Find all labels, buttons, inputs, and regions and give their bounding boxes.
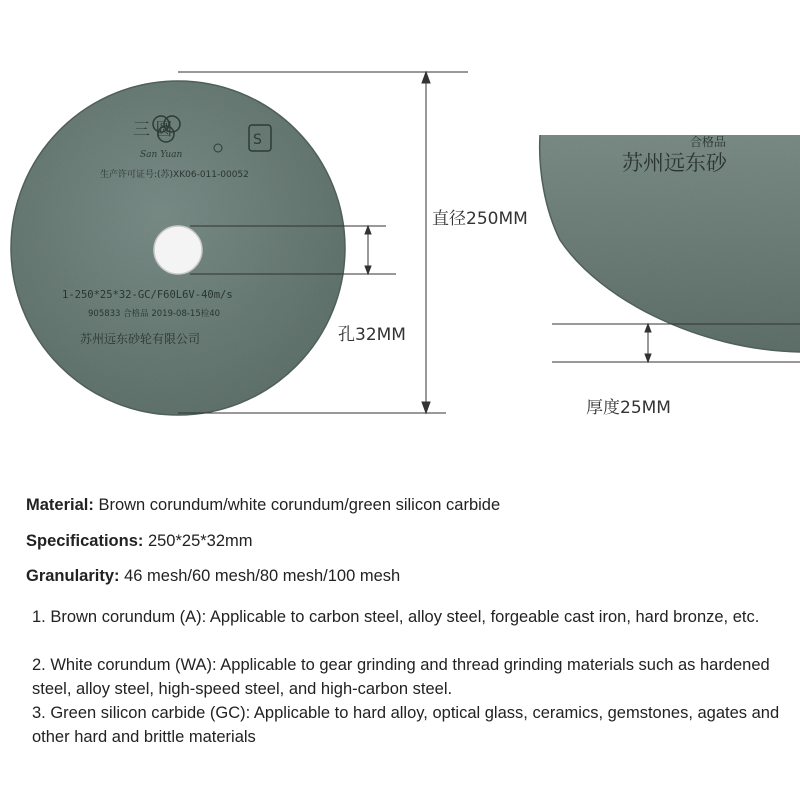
- license-number: 生产许可证号:(苏)XK06-011-00052: [100, 170, 249, 180]
- svg-text:S: S: [253, 132, 262, 148]
- material-line: [26, 496, 500, 515]
- grinding-wheel-front: [11, 81, 345, 415]
- logo-text: 三 圆: [133, 120, 173, 140]
- note-white-corundum: 2. White corundum (WA): Applicable to gear grinding and thread grinding materials such as hardened steel, alloy steel, high-speed steel, and high-carbon steel.: [32, 656, 770, 698]
- hole-label: 孔32MM: [338, 325, 406, 345]
- logo-subtext: San Yuan: [140, 150, 183, 160]
- side-top-text: 合格品: [690, 135, 727, 149]
- side-company-text: 苏州远东砂: [622, 151, 727, 175]
- material-value: Brown corundum/white corundum/green silicon carbide: [93, 496, 501, 514]
- granularity-line: [26, 567, 400, 586]
- specifications-label: Specifications:: [26, 532, 144, 550]
- note-brown-corundum: 1. Brown corundum (A): Applicable to carbon steel, alloy steel, forgeable cast iron, hard bronze, etc.: [32, 608, 760, 626]
- granularity-value: 46 mesh/60 mesh/80 mesh/100 mesh: [119, 567, 401, 585]
- thickness-label: 厚度25MM: [586, 398, 671, 418]
- note-green-silicon-carbide: 3. Green silicon carbide (GC): Applicable to hard alloy, optical glass, ceramics, gemstones, agates and other hard and brittle materials: [32, 704, 780, 746]
- specifications-line: [26, 532, 253, 551]
- diameter-label: 直径250MM: [432, 209, 528, 229]
- company-name: 苏州远东砂轮有限公司: [80, 332, 201, 346]
- granularity-label: Granularity:: [26, 567, 120, 585]
- batch-info: 905833 合格品 2019-08-15检40: [88, 309, 221, 319]
- grinding-wheel-side: [540, 134, 800, 352]
- material-label: Material:: [26, 496, 94, 514]
- specifications-value: 250*25*32mm: [143, 532, 253, 550]
- spec-code: 1-250*25*32-GC/F60L6V-40m/s: [62, 289, 233, 301]
- wheel-hole: [154, 226, 202, 274]
